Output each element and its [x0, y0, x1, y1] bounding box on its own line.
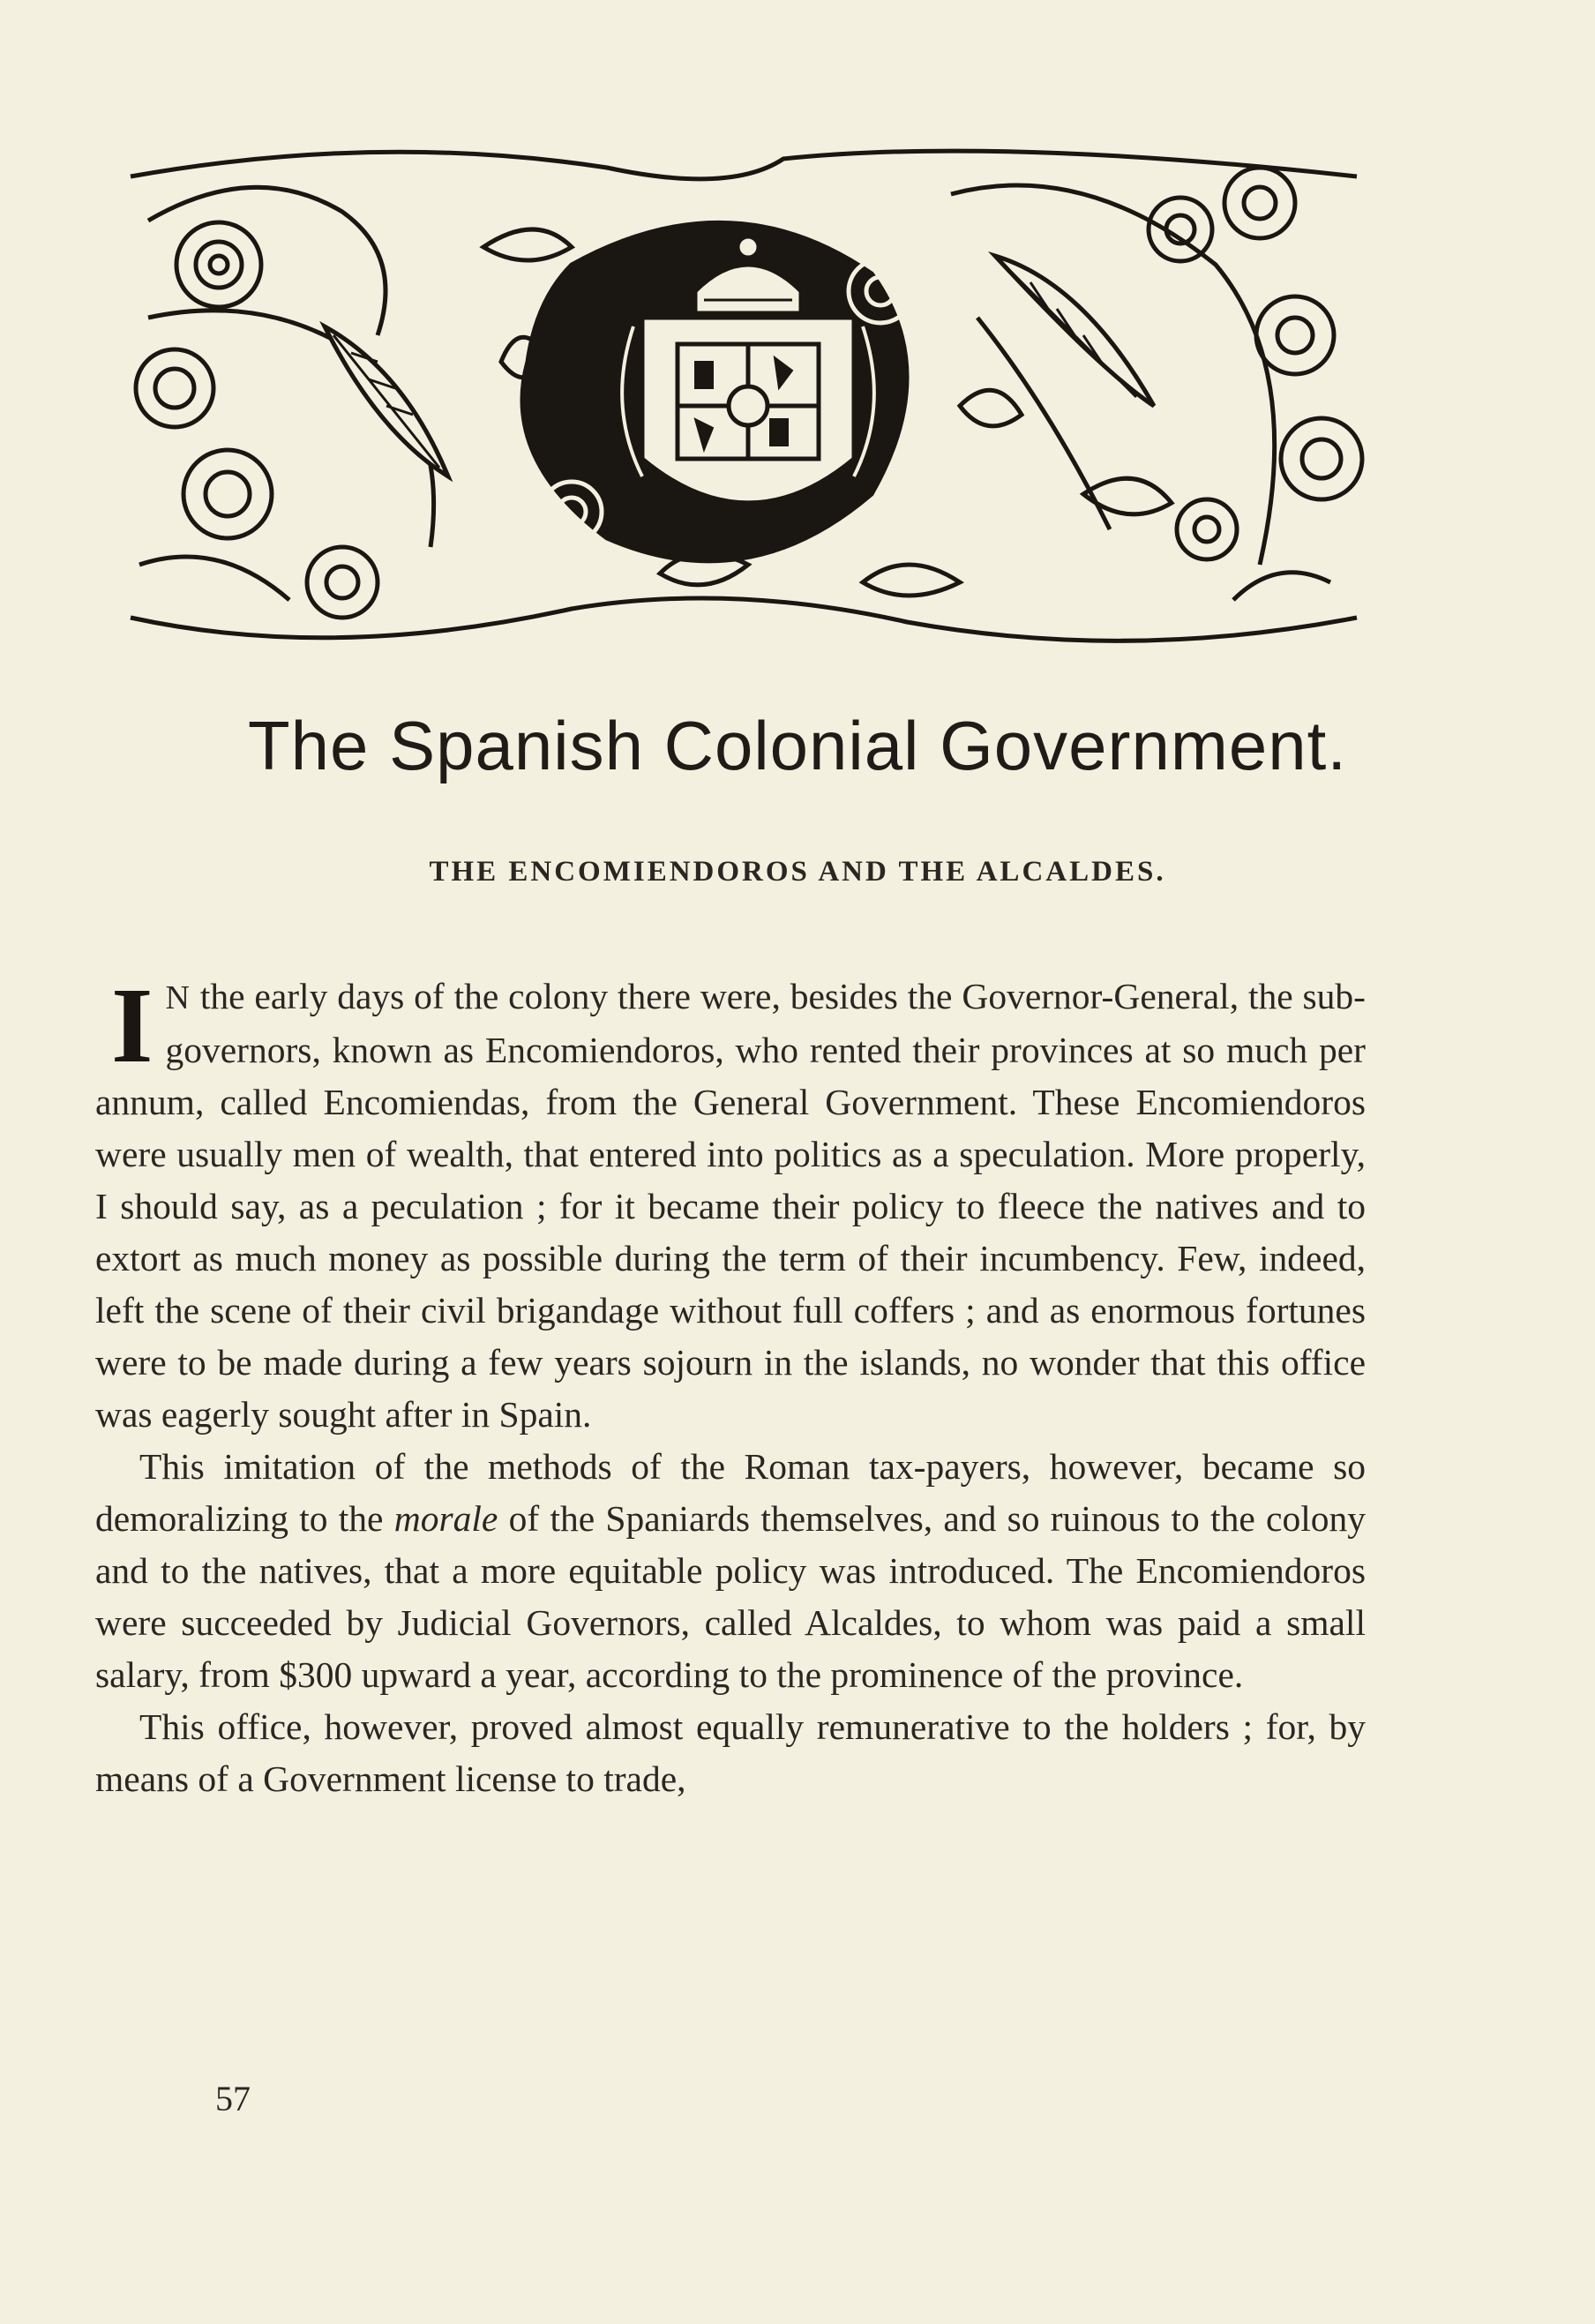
paragraph-3 — [95, 1701, 1366, 1805]
ornamental-headpiece-icon — [113, 141, 1376, 653]
lead-capital: N — [165, 979, 191, 1016]
paragraph-2 — [95, 1441, 1366, 1701]
paragraph-2-text-after: of the Spaniards themselves, and so ruinous to the colony and to the natives, that a more equitable policy was introduced. The Encomiendoros were succeeded by Judicial Governors, called Alcaldes, to whom was paid a small salary, from $300 upward a year, according to the prominence of the province. — [95, 1498, 1366, 1695]
body-text — [95, 966, 1366, 1805]
paragraph-1-text: the early days of the colony there were, besides the Governor-General, the sub-governors, known as Encomiendoros, who rented their provinces at so much per annum, called Encomiendas, from the General Government. These Encomiendoros were usually men of wealth, that entered into politics as a speculation. More properly, I should say, as a peculation ; for it became their policy to fleece the natives and to extort as much money as possible during the term of their incumbency. Few, indeed, left the scene of their civil brigandage without full coffers ; and as enormous fortunes were to be made during a few years sojourn in the islands, no wonder that this office was eagerly sought after in Spain. — [95, 976, 1366, 1435]
chapter-title: The Spanish Colonial Government. — [248, 707, 1347, 784]
chapter-subtitle: THE ENCOMIENDOROS AND THE ALCALDES. — [429, 856, 1166, 888]
paragraph-3-text: This office, however, proved almost equally remunerative to the holders ; for, by means of a Government license to trade, — [95, 1706, 1366, 1799]
drop-cap: I — [111, 966, 154, 1085]
page-number: 57 — [215, 2079, 251, 2118]
paragraph-2-text-before: This imitation of the methods of the Roman tax-payers, however, became so demoralizing to the — [95, 1446, 1366, 1539]
paragraph-1 — [95, 966, 1366, 1441]
italic-term: morale — [393, 1498, 498, 1539]
